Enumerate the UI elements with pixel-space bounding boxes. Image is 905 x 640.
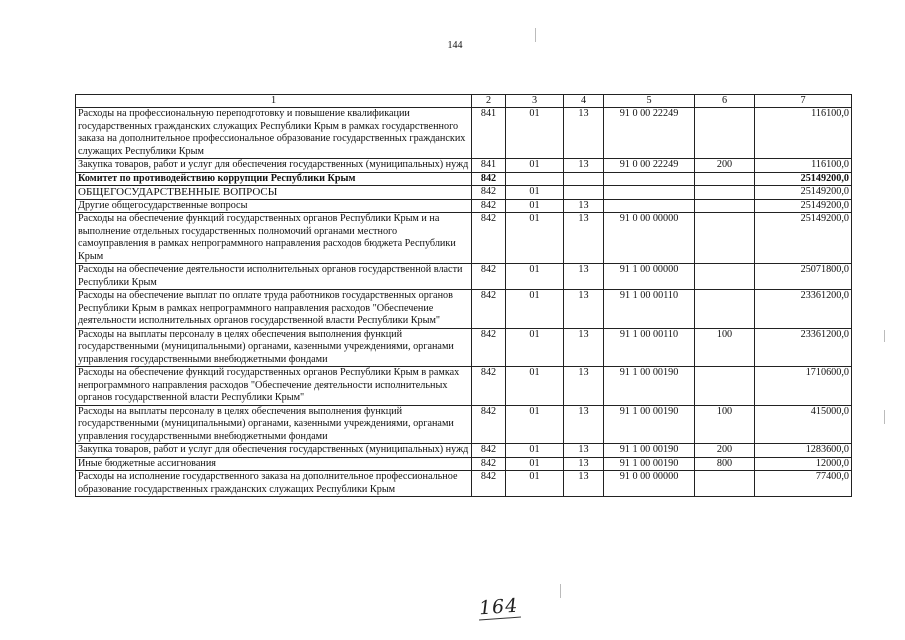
row-department-code: 842 [472, 290, 506, 329]
row-expense-type [695, 213, 755, 264]
row-description: Расходы на обеспечение функций государственных органов Республики Крым в рамках непрограммного направления расходов "Обеспечение деятельности исполнительных органов государственной власти Республики Крым" [76, 367, 472, 406]
row-section-code: 01 [506, 213, 564, 264]
row-section-code: 01 [506, 457, 564, 471]
handwritten-page-number: 164 [478, 594, 519, 620]
row-description: Расходы на исполнение государственного заказа на дополнительное профессиональное образование государственных гражданских служащих Республики Крым [76, 471, 472, 497]
table-row [76, 159, 852, 173]
row-section-code: 01 [506, 159, 564, 173]
row-department-code: 842 [472, 444, 506, 458]
row-target-article: 91 1 00 00190 [604, 457, 695, 471]
row-department-code: 841 [472, 108, 506, 159]
row-amount: 415000,0 [755, 405, 852, 444]
row-subsection-code: 13 [564, 457, 604, 471]
row-section-code: 01 [506, 405, 564, 444]
row-section-code: 01 [506, 290, 564, 329]
row-description: Закупка товаров, работ и услуг для обеспечения государственных (муниципальных) нужд [76, 159, 472, 173]
row-description: Расходы на обеспечение деятельности исполнительных органов государственной власти Республики Крым [76, 264, 472, 290]
row-target-article [604, 199, 695, 213]
scan-artifact [884, 410, 885, 424]
row-amount: 23361200,0 [755, 328, 852, 367]
row-subsection-code [564, 172, 604, 186]
row-department-code: 842 [472, 199, 506, 213]
header-col-3: 3 [506, 95, 564, 108]
table-row [76, 213, 852, 264]
row-target-article: 91 1 00 00190 [604, 367, 695, 406]
row-amount: 25149200,0 [755, 213, 852, 264]
scan-artifact [535, 28, 536, 42]
row-section-code: 01 [506, 444, 564, 458]
row-expense-type [695, 199, 755, 213]
row-description: Другие общегосударственные вопросы [76, 199, 472, 213]
table-row [76, 328, 852, 367]
row-subsection-code: 13 [564, 108, 604, 159]
row-amount: 25149200,0 [755, 172, 852, 186]
row-subsection-code: 13 [564, 199, 604, 213]
row-section-code: 01 [506, 108, 564, 159]
row-department-code: 842 [472, 471, 506, 497]
row-amount: 77400,0 [755, 471, 852, 497]
table-row [76, 186, 852, 200]
row-expense-type [695, 108, 755, 159]
table-row [76, 108, 852, 159]
header-row [76, 95, 852, 108]
row-description: ОБЩЕГОСУДАРСТВЕННЫЕ ВОПРОСЫ [76, 186, 472, 200]
table-row [76, 290, 852, 329]
row-description: Закупка товаров, работ и услуг для обеспечения государственных (муниципальных) нужд [76, 444, 472, 458]
row-expense-type: 200 [695, 444, 755, 458]
table-row [76, 199, 852, 213]
row-expense-type: 200 [695, 159, 755, 173]
row-expense-type [695, 264, 755, 290]
page-number: 144 [447, 40, 463, 51]
row-expense-type [695, 290, 755, 329]
header-col-2: 2 [472, 95, 506, 108]
scan-artifact [560, 584, 561, 598]
row-department-code: 841 [472, 159, 506, 173]
row-amount: 116100,0 [755, 108, 852, 159]
row-target-article: 91 0 00 22249 [604, 108, 695, 159]
row-subsection-code: 13 [564, 264, 604, 290]
row-target-article: 91 0 00 00000 [604, 471, 695, 497]
row-subsection-code: 13 [564, 471, 604, 497]
table-row [76, 471, 852, 497]
row-target-article: 91 1 00 00110 [604, 290, 695, 329]
table-row [76, 367, 852, 406]
header-col-7: 7 [755, 95, 852, 108]
row-subsection-code: 13 [564, 444, 604, 458]
row-expense-type [695, 186, 755, 200]
row-subsection-code: 13 [564, 213, 604, 264]
row-section-code: 01 [506, 328, 564, 367]
table-row [76, 405, 852, 444]
row-amount: 25149200,0 [755, 199, 852, 213]
scan-artifact [884, 330, 885, 342]
row-description: Расходы на выплаты персоналу в целях обеспечения выполнения функций государственными (муниципальными) органами, казенными учреждениями, органами управления государственными внебюджетными фондами [76, 405, 472, 444]
row-amount: 23361200,0 [755, 290, 852, 329]
row-description: Комитет по противодействию коррупции Республики Крым [76, 172, 472, 186]
row-section-code: 01 [506, 367, 564, 406]
row-expense-type [695, 172, 755, 186]
row-target-article: 91 0 00 22249 [604, 159, 695, 173]
row-department-code: 842 [472, 367, 506, 406]
row-description: Иные бюджетные ассигнования [76, 457, 472, 471]
header-col-4: 4 [564, 95, 604, 108]
header-col-5: 5 [604, 95, 695, 108]
row-expense-type: 800 [695, 457, 755, 471]
row-target-article: 91 1 00 00190 [604, 405, 695, 444]
row-amount: 1283600,0 [755, 444, 852, 458]
header-col-1: 1 [76, 95, 472, 108]
row-subsection-code: 13 [564, 290, 604, 329]
row-department-code: 842 [472, 405, 506, 444]
row-target-article [604, 172, 695, 186]
row-description: Расходы на выплаты персоналу в целях обеспечения выполнения функций государственными (муниципальными) органами, казенными учреждениями, органами управления государственными внебюджетными фондами [76, 328, 472, 367]
budget-table [75, 94, 852, 497]
row-target-article: 91 1 00 00000 [604, 264, 695, 290]
row-expense-type: 100 [695, 405, 755, 444]
row-target-article: 91 1 00 00110 [604, 328, 695, 367]
row-section-code: 01 [506, 186, 564, 200]
table-row [76, 264, 852, 290]
row-description: Расходы на обеспечение функций государственных органов Республики Крым и на выполнение отдельных государственных полномочий органами местного самоуправления в рамках непрограммного направления расходов бюджета Республики Крым [76, 213, 472, 264]
header-col-6: 6 [695, 95, 755, 108]
row-subsection-code: 13 [564, 328, 604, 367]
row-subsection-code: 13 [564, 405, 604, 444]
table-row [76, 172, 852, 186]
row-expense-type [695, 471, 755, 497]
row-subsection-code: 13 [564, 367, 604, 406]
row-subsection-code: 13 [564, 159, 604, 173]
row-subsection-code [564, 186, 604, 200]
row-expense-type [695, 367, 755, 406]
row-department-code: 842 [472, 457, 506, 471]
row-section-code: 01 [506, 471, 564, 497]
row-amount: 25149200,0 [755, 186, 852, 200]
row-section-code [506, 172, 564, 186]
row-description: Расходы на профессиональную переподготовку и повышение квалификации государственных гражданских служащих Республики Крым в рамках государственного заказа на дополнительное профессиональное образование государственных гражданских служащих Республики Крым [76, 108, 472, 159]
row-amount: 12000,0 [755, 457, 852, 471]
table-row [76, 457, 852, 471]
row-department-code: 842 [472, 213, 506, 264]
row-amount: 116100,0 [755, 159, 852, 173]
row-expense-type: 100 [695, 328, 755, 367]
row-amount: 1710600,0 [755, 367, 852, 406]
row-section-code: 01 [506, 199, 564, 213]
row-department-code: 842 [472, 264, 506, 290]
row-target-article: 91 1 00 00190 [604, 444, 695, 458]
row-target-article: 91 0 00 00000 [604, 213, 695, 264]
row-section-code: 01 [506, 264, 564, 290]
row-department-code: 842 [472, 172, 506, 186]
row-description: Расходы на обеспечение выплат по оплате труда работников государственных органов Республики Крым в рамках непрограммного направления расходов "Обеспечение деятельности исполнительных органов государственной власти Республики Крым" [76, 290, 472, 329]
row-department-code: 842 [472, 328, 506, 367]
table-row [76, 444, 852, 458]
row-target-article [604, 186, 695, 200]
row-amount: 25071800,0 [755, 264, 852, 290]
row-department-code: 842 [472, 186, 506, 200]
